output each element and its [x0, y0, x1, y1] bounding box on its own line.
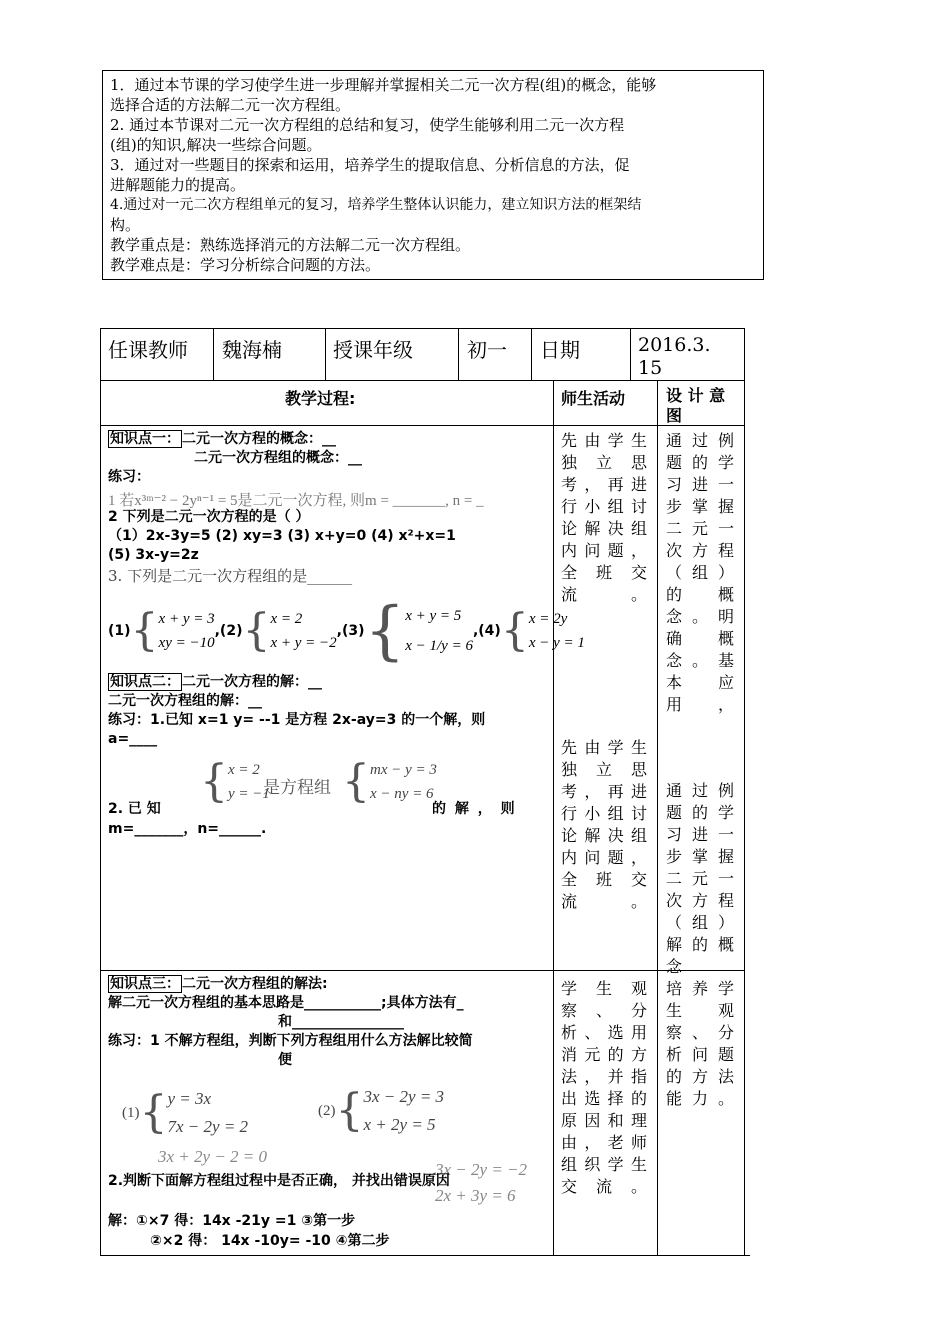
teacher-name: 魏海楠: [222, 338, 282, 362]
equation: x − y = 1: [528, 635, 585, 651]
divider: [630, 328, 631, 380]
solution-system: { x = 2 y = −1: [200, 756, 270, 807]
objective-line: 教学重点是：熟练选择消元的方法解二元一次方程组。: [110, 236, 471, 254]
answer-blanks: m=_______，n=______.: [108, 821, 267, 837]
equation-system: (2) { 3x − 2y = 3 x + 2y = 5: [318, 1083, 444, 1139]
equation: y = 3x: [167, 1089, 212, 1108]
question-2-end: 的 解 ， 则: [432, 801, 515, 817]
overlay-equation: 3x + 2y − 2 = 0: [158, 1147, 268, 1166]
divider: [657, 380, 658, 1255]
section-3: [108, 975, 473, 1070]
question-2: [108, 508, 456, 565]
objective-line: 2. 通过本节课对二元一次方程组的总结和复习，使学生能够利用二元一次方程: [110, 116, 625, 134]
sys-label: (1): [108, 623, 131, 639]
equation: x + y = 3: [158, 611, 215, 627]
date-value: [638, 334, 711, 380]
activity-2: 先由学生独立思考，再进行小组讨论解决组内问题，全班交流。: [561, 738, 649, 911]
divider: [100, 425, 744, 426]
divider: [325, 328, 326, 380]
equation: 3x − 2y = 3: [363, 1087, 445, 1106]
design-line: 图: [666, 406, 683, 425]
date-line: 15: [638, 357, 663, 379]
sys-label: ,(2): [214, 623, 243, 639]
objective-line: 选择合适的方法解二元一次方程组。: [110, 96, 351, 114]
objective-line: 进解题能力的提高。: [110, 176, 246, 194]
divider: [100, 1255, 750, 1256]
knowledge-point-2: 知识点二：: [110, 674, 180, 690]
grade-value: 初一: [467, 338, 507, 362]
section-2: [108, 673, 485, 749]
is-system-text: 是方程组: [263, 778, 331, 798]
divider: [531, 328, 532, 380]
equation: 7x − 2y = 2: [167, 1117, 249, 1136]
activity-3: 学生观察、分析、选用消元的方法，并指出选择的原因和理由，老师组织学生交流。: [561, 979, 649, 1196]
question-1: 练习：1 不解方程组，判断下列方程组用什么方法解比较简: [108, 1033, 473, 1049]
practice-label: 练习：: [108, 469, 150, 485]
date-line: 2016.3.: [638, 334, 711, 356]
design-2: 通过例题的学习进一步掌握二元一次方程（组）解的概念: [666, 781, 736, 976]
equation: x − ny = 6: [370, 786, 434, 802]
solution-step-2: ②×2 得： 14x -10y= -10 ④第二步: [150, 1233, 390, 1249]
sys-label: ,(4): [472, 623, 501, 639]
question-text: 2 下列是二元一次方程的是（ ）: [108, 509, 310, 525]
concept-line: 二元一次方程组的概念：__: [194, 450, 362, 466]
equation: 2x + 3y = 6: [435, 1186, 516, 1205]
divider: [100, 380, 744, 381]
equation: x + 2y = 5: [363, 1115, 436, 1134]
systems-row: [108, 596, 585, 666]
question-1: 1 若x³ᵐ⁻² − 2yⁿ⁻¹ = 5是二元一次方程, 则m = _______, n = _: [108, 493, 484, 509]
equation: x = 2: [270, 611, 303, 627]
equation: x − 1/y = 6: [405, 638, 473, 654]
question-options: （1）2x-3y=5 (2) xy=3 (3) x+y=0 (4) x²+x=1: [108, 528, 456, 544]
divider: [553, 380, 554, 1255]
sys-label: (1): [122, 1104, 140, 1121]
sys-label: ,(3): [336, 623, 365, 639]
divider: [458, 328, 459, 380]
equation: y = −1: [228, 786, 270, 802]
equation: xy = −10: [158, 635, 215, 651]
equation-system: ,(4) { x = 2y x − y = 1: [472, 605, 585, 656]
equation-system: (1) { y = 3x 7x − 2y = 2: [122, 1085, 248, 1141]
question-2-start: 2. 已 知: [108, 801, 161, 817]
equation: mx − y = 3: [370, 762, 437, 778]
answer-blank: a=____: [108, 731, 158, 747]
objective-line: 构。: [110, 216, 141, 234]
design-line: 设 计 意: [666, 386, 726, 405]
equation-system: ,(2) { x = 2 x + y = −2: [214, 605, 337, 656]
divider: [100, 970, 744, 971]
equation: x + y = −2: [270, 635, 337, 651]
date-label: 日期: [540, 338, 580, 362]
concept-line: 二元一次方程组的解法:: [182, 976, 328, 992]
objective-line: 1．通过本节课的学习使学生进一步理解并掌握相关二元一次方程(组)的概念，能够: [110, 76, 657, 94]
knowledge-point-3: 知识点三：: [110, 976, 180, 992]
design-3: 培养学生观察、分析问题的方法能力。: [666, 979, 736, 1108]
equation: 3x − 2y = −2: [435, 1160, 528, 1179]
col-process: 教学过程:: [285, 389, 356, 408]
objective-line: 3．通过对一些题目的探索和运用，培养学生的提取信息、分析信息的方法，促: [110, 156, 630, 174]
equation: x = 2y: [528, 611, 568, 627]
question-2: 2.判断下面解方程组过程中是否正确， 并找出错误原因: [108, 1173, 450, 1189]
equation: x = 2: [228, 762, 260, 778]
col-design: [666, 386, 725, 426]
equation-system: ,(3) { x + y = 5 x − 1/y = 6: [336, 594, 473, 668]
objective-line: 教学难点是：学习分析综合问题的方法。: [110, 256, 381, 274]
objective-line: (组)的知识,解决一些综合问题。: [110, 136, 322, 154]
question-1: 练习：1.已知 x=1 y= --1 是方程 2x-ay=3 的一个解，则: [108, 712, 486, 728]
question-option: (5) 3x-y=2z: [108, 547, 199, 563]
equation-system: (1) { x + y = 3 xy = −10: [108, 605, 215, 656]
equation: x + y = 5: [405, 608, 462, 624]
activity-1: 先由学生独立思考，再进行小组讨论解决组内问题，全班交流。: [561, 431, 649, 604]
design-1: 通过例题的学习进一步掌握二元一次方程（组）的概念。明确概念。基本应用，: [666, 431, 736, 714]
solution-step-1: 解：①×7 得：14x -21y =1 ③第一步: [108, 1213, 356, 1229]
concept-line: 和________________: [278, 1014, 404, 1030]
concept-line: 二元一次方程的概念：__: [182, 431, 336, 447]
col-activity: 师生活动: [561, 389, 626, 408]
divider: [213, 328, 214, 380]
concept-line: 二元一次方程组的解：__: [108, 693, 262, 709]
concept-line: 解二元一次方程组的基本思路是___________;具体方法有_: [108, 995, 464, 1011]
question-1-cont: 便: [278, 1052, 292, 1068]
knowledge-point-1: 知识点一：: [110, 431, 180, 447]
teacher-label: 任课教师: [108, 338, 188, 362]
grade-label: 授课年级: [333, 338, 413, 362]
concept-line: 二元一次方程的解：__: [182, 674, 322, 690]
question-3: 3. 下列是二元一次方程组的是______: [108, 567, 353, 585]
equation-system: { mx − y = 3 x − ny = 6: [342, 756, 437, 807]
sys-label: (2): [318, 1102, 336, 1119]
objectives-text: [110, 75, 760, 275]
objective-line: 4.通过对一元二次方程组单元的复习，培养学生整体认识能力，建立知识方法的框架结: [110, 197, 642, 213]
section-1: [108, 430, 362, 487]
